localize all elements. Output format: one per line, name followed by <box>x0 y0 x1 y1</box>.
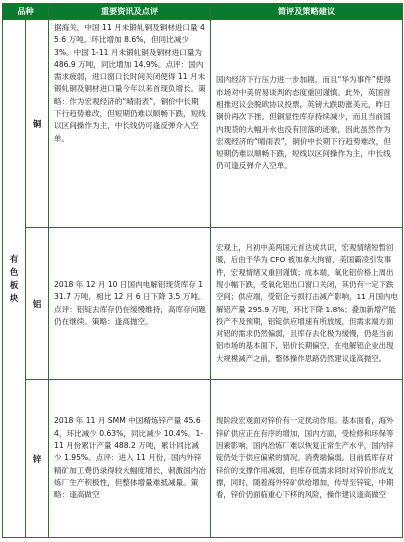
table-row-zinc <box>3 380 403 538</box>
strategy-table <box>2 3 403 538</box>
header-variety: 品种 <box>3 4 49 20</box>
header-comment: 简评及策略建议 <box>211 4 403 20</box>
category-label <box>3 20 26 538</box>
news-zinc: 2018 年 11 月 SMM 中国精炼锌产量 45.64，环比减少 0.63%，同比减少 10.4%。1-11 月份累计产量 488.2 万吨，累计同比减少 1.95%。点评：进入 11 月份，国内外锌精矿加工费仍录得较大幅度增长，刺激国内冶炼厂生产积极性，但整体增量难抵减量。策略：逢高做空 <box>49 380 211 538</box>
comment-copper: 国内经济下行压力进一步加剧，而且“华为事件”使得市场对中美贸易谈判的态度重回谨慎。此外，英国首相推迟议会脱欧协议投票，英镑大跌助涨美元，昨日铜价再次下挫。但铜显性库存持续减少，而且当前国内现货的大幅升水也没有回落的迹象，因此虽然作为宏观经济的“晴雨表”，铜价中长期下行趋势难改，但短期仍难以顺畅下跌，短线以区间操作为主，中长线仍可逢反弹介入空单。 <box>211 20 403 228</box>
news-aluminum: 2018 年 12 月 10 日国内电解铝现货库存 131.7 万吨，相比 12 月 6 日下降 3.5 万吨。点评：铝锭去库存仍在缓慢维持，高库存问题仍在继续。策略：逢高抛空。 <box>49 228 211 380</box>
comment-zinc: 现阶段宏观面对锌价有一定扰动作用。基本面看，海外锌矿供应正在有序的增加，国内方面，受检修和环保等因素影响，国内冶炼厂难以恢复正常生产水平，国内锌锭仍处于供应偏紧的情况。消费端偏弱。目前低库存对锌价的支撑作用减弱，但库存低需求同时对锌价形成支撑，同时，随着海外锌矿供给增加，传导至锌锭，中期看，锌价仍面临重心下移的风险，操作建议逢高做空 <box>211 380 403 538</box>
news-copper: 据海关，中国 11 月未锻轧铜及铜材进口量 45.6 万吨，环比增加 8.6%，但同比减少 3%。中国 1-11 月未锻轧铜及铜材进口量为 486.9 万吨，同比增加 14.9%。点评：国内需求疲弱，进口窗口长时间关闭使得 11 月未锻轧铜及铜材进口量今年以来首现负增长。策略：作为宏观经济的“晴雨表”，铜价中长期下行趋势难改，但短期仍难以顺畅下跌，短线以区间操作为主，中长线仍可逢反弹介入空单。 <box>49 20 211 228</box>
comment-aluminum: 宏观上，月初中美两国元首达成共识，宏观情绪短暂回暖，后由于华为 CFO 被加拿大拘留，美国霸凌引发事件，宏观情绪又重回谨慎；成本端，氧化铝价格上周出现小幅下跌，受氧化铝出口窗口关闭，其仍有一定下跌空间；供应端，受铝企亏损打击减产影响，11 月国内电解铝产量 295.9 万吨，环比下降 1.8%；叠加新增产能投产不及预期，铝锭供应增速有所放缓，但需求端方面对铝的需求仍然偏弱，且库存去化极为缓慢，仍是当前铝市场的基本面下，铝价长期偏空，在电解铝企业出现大规模减产之前，整体操作思路仍然建议逢高抛空。 <box>211 228 403 380</box>
category-text: 有色板块 <box>9 253 19 303</box>
item-aluminum: 铝 <box>26 228 49 380</box>
table-header-row <box>3 4 403 20</box>
item-zinc: 锌 <box>26 380 49 538</box>
table-row-copper <box>3 20 403 228</box>
header-news: 重要资讯及点评 <box>49 4 211 20</box>
item-copper: 铜 <box>26 20 49 228</box>
table-row-aluminum <box>3 228 403 380</box>
